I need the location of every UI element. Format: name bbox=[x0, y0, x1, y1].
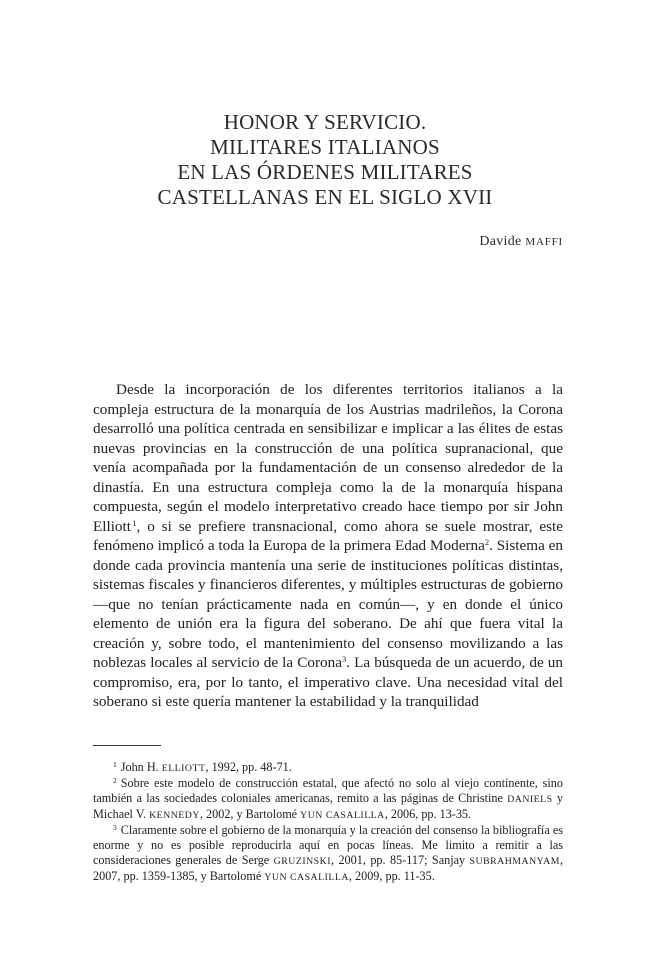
footnote-text: , 2001, pp. 85-117; Sanjay bbox=[330, 853, 470, 867]
paragraph-text: . Sistema en donde cada provincia mantenía una serie de instituciones políticas distintas, sistemas fiscales y financieros diferentes, y múltiples estructuras de gobierno —que no tenían prácticamente nada en común—, y en donde el único elemento de unión era la figura del soberano. De ahí que fuera vital la creación y, sobre todo, el mantenimiento del consenso movilizando a las noblezas locales al servicio de la Corona bbox=[93, 537, 563, 671]
title-line-4: CASTELLANAS EN EL SIGLO XVII bbox=[157, 185, 493, 209]
footnote-text: , 2007, pp. 1359-1385, y Bartolomé bbox=[93, 853, 563, 883]
footnote-3 bbox=[93, 823, 563, 885]
cited-author: YUN CASALILLA bbox=[300, 810, 385, 821]
title-line-1: HONOR Y SERVICIO. bbox=[223, 110, 427, 134]
cited-author: DANIELS bbox=[507, 794, 553, 805]
footnote-text: Claramente sobre el gobierno de la monarquía y la creación del consenso la bibliografía es enorme y no es posible reproducirla aquí en pocas líneas. Me limito a remitir a las consideraciones generales de Serge bbox=[93, 823, 563, 867]
footnote-ref-2[interactable]: 2 bbox=[484, 537, 490, 547]
footnote-text: John H. bbox=[120, 760, 162, 774]
body-text bbox=[93, 380, 563, 712]
footnote-number: 2 bbox=[113, 776, 117, 785]
footnote-1 bbox=[93, 760, 563, 776]
footnote-separator bbox=[93, 745, 161, 746]
paragraph-text: , o si se prefiere transnacional, como ahora se suele mostrar, este fenómeno implicó a toda la Europa de la primera Edad Moderna bbox=[93, 517, 563, 554]
title-line-2: MILITARES ITALIANOS bbox=[210, 135, 440, 159]
footnote-text: , 2009, pp. 11-35. bbox=[348, 869, 435, 883]
author-last-name: MAFFI bbox=[525, 236, 563, 248]
article-title bbox=[100, 110, 550, 210]
paragraph-text: . La búsqueda de un acuerdo, de un compromiso, era, por lo tanto, el imperativo clave. Una necesidad vital del soberano si este quería mantener la estabilidad y la tranquilidad bbox=[93, 654, 563, 710]
author-first-name: Davide bbox=[479, 234, 522, 249]
footnote-ref-1[interactable]: 1 bbox=[132, 517, 137, 528]
author-byline bbox=[479, 234, 563, 250]
paragraph bbox=[93, 380, 563, 712]
footnote-ref-3[interactable]: 3 bbox=[341, 654, 347, 664]
footnote-number: 3 bbox=[113, 823, 117, 832]
cited-author: ELLIOTT bbox=[161, 763, 206, 774]
footnote-number: 1 bbox=[113, 760, 117, 769]
footnote-text: , 2002, y Bartolomé bbox=[199, 807, 301, 821]
cited-author: GRUZINSKI bbox=[273, 856, 331, 867]
title-line-3: EN LAS ÓRDENES MILITARES bbox=[177, 160, 473, 184]
footnote-text: , 2006, pp. 13-35. bbox=[384, 807, 472, 821]
footnote-2 bbox=[93, 776, 563, 823]
footnotes bbox=[93, 760, 563, 885]
footnote-text: , 1992, pp. 48-71. bbox=[205, 760, 292, 774]
paragraph-text: Desde la incorporación de los diferentes territorios italianos a la compleja estructura de la monarquía de los Austrias madrileños, la Corona desarrolló una política centrada en sensibilizar e implicar a las élites de estas nuevas provincias en la construcción de una política supranacional, que venía acompañada por la fundamentación de un consenso alrededor de la dinastía. En una estructura compleja como la de la monarquía hispana compuesta, según el modelo interpretativo creado hace tiempo por sir John Elliott bbox=[93, 381, 563, 535]
cited-author: YUN CASALILLA bbox=[264, 872, 349, 883]
footnote-text: Sobre este modelo de construcción estatal, que afectó no solo al viejo continente, sino también a las sociedades coloniales americanas, remito a las páginas de Christine bbox=[93, 776, 563, 805]
cited-author: SUBRAHMANYAM bbox=[469, 856, 560, 867]
footnote-text: y Michael V. bbox=[93, 791, 563, 821]
cited-author: KENNEDY bbox=[149, 810, 200, 821]
